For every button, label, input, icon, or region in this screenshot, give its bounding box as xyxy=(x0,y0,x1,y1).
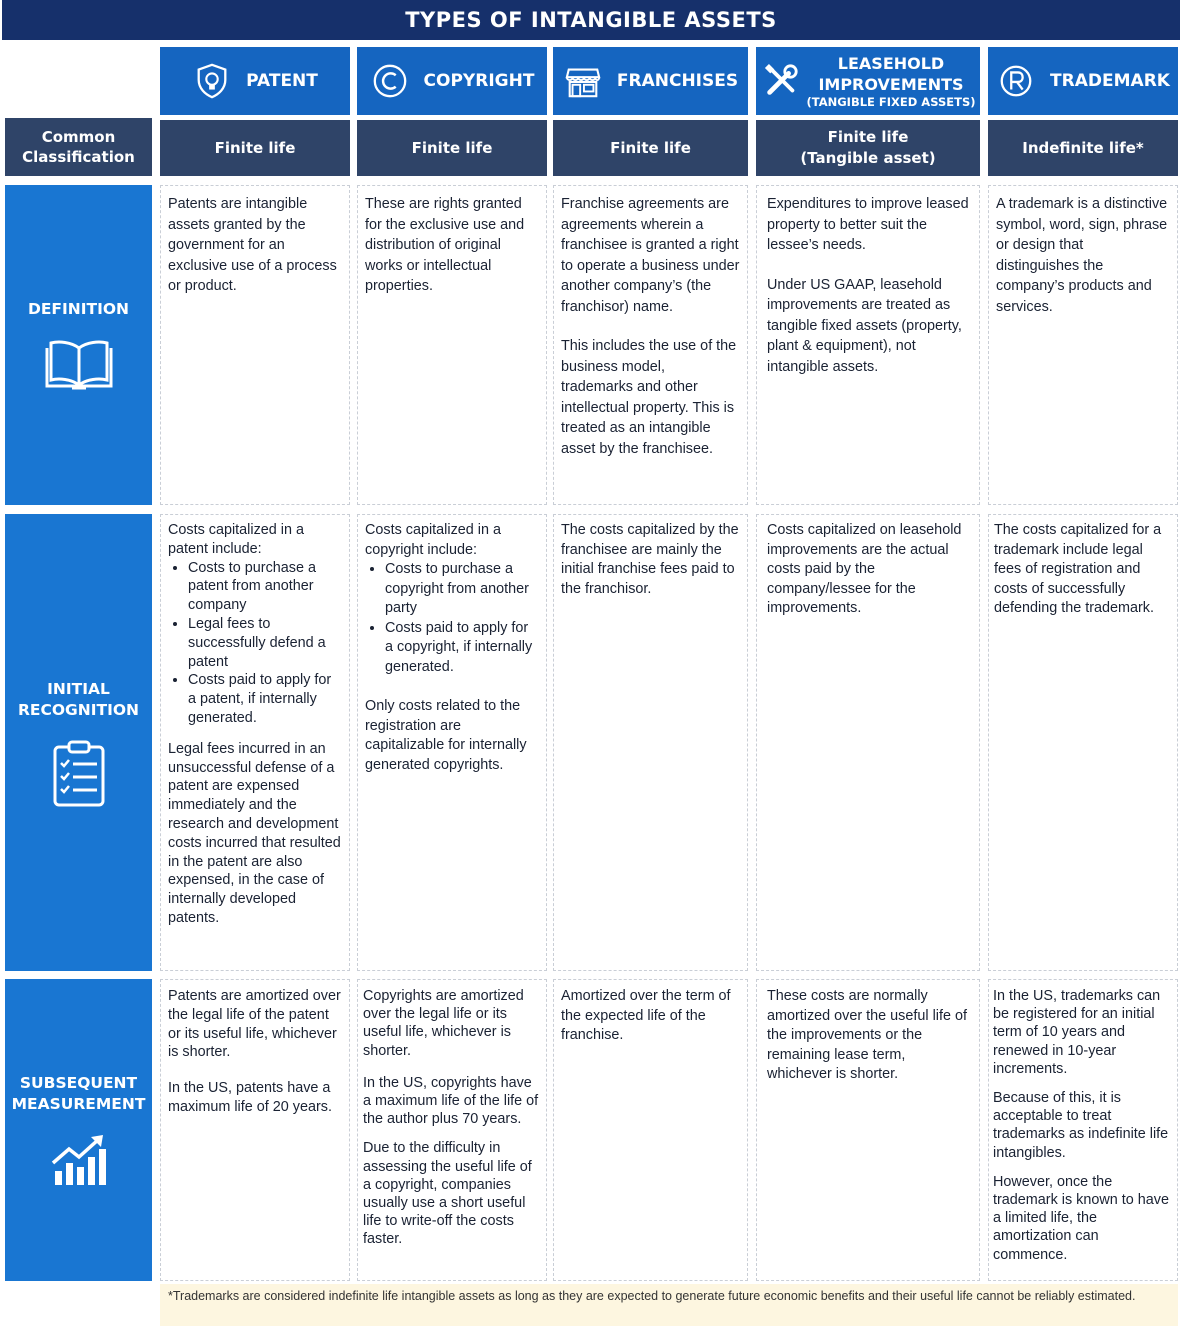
cell-definition-patent xyxy=(160,185,350,505)
cell-initial-leasehold xyxy=(756,514,980,971)
cell-subsequent-patent xyxy=(160,979,350,1281)
cell-definition-leasehold xyxy=(756,185,980,505)
row-label-subsequent-line2: MEASUREMENT xyxy=(11,1095,146,1113)
cell-definition-copyright xyxy=(357,185,547,505)
classification-franchises: Finite life xyxy=(553,120,748,176)
classification-copyright: Finite life xyxy=(357,120,547,176)
subsequent-trademark-p2: Because of this, it is acceptable to treat trademarks as indefinite life intangibles. xyxy=(993,1090,1169,1161)
classification-leasehold-line1: Finite life xyxy=(827,128,909,146)
subsequent-trademark-p1: In the US, trademarks can be registered for an initial term of 10 years and renewed in 10-year increments. xyxy=(993,988,1161,1077)
subsequent-patent-p1: Patents are amortized over the legal life of the patent or its useful life, whichever is shorter. xyxy=(168,988,341,1061)
initial-copyright-list xyxy=(365,560,539,677)
row-label-initial-line1: INITIAL xyxy=(47,679,110,698)
cell-definition-trademark xyxy=(988,185,1178,505)
column-title-trademark: TRADEMARK xyxy=(1050,71,1170,91)
initial-copyright-after: Only costs related to the registration are capitalizable for internally generated copyrights. xyxy=(365,698,527,773)
growth-chart-icon xyxy=(49,1133,109,1187)
subsequent-patent-p2: In the US, patents have a maximum life of 20 years. xyxy=(168,1080,332,1115)
initial-copyright-intro: Costs capitalized in a copyright include: xyxy=(365,522,501,558)
column-title-leasehold-sub: (TANGIBLE FIXED ASSETS) xyxy=(806,94,976,109)
subsequent-copyright-p2: In the US, copyrights have a maximum life of the life of the author plus 70 years. xyxy=(363,1074,539,1128)
column-header-copyright xyxy=(357,47,547,115)
tools-icon xyxy=(761,61,801,101)
cell-subsequent-leasehold xyxy=(756,979,980,1281)
open-book-icon xyxy=(45,338,113,392)
cell-subsequent-franchises xyxy=(553,979,748,1281)
definition-franchises-p1: Franchise agreements are agreements wherein a franchisee is granted a right to operate a business under another company’s (the franchisor) name. xyxy=(561,196,740,315)
initial-patent-after: Legal fees incurred in an unsuccessful defense of a patent are expensed immediately and the research and development costs incurred that resulted in the patent are also expensed, in the case of internally developed patents. xyxy=(168,740,341,926)
row-label-definition-text: DEFINITION xyxy=(27,299,130,318)
cell-initial-franchises xyxy=(553,514,748,971)
checklist-icon xyxy=(51,739,107,807)
initial-franchises-p1: The costs capitalized by the franchisee are mainly the initial franchise fees paid to the franchisor. xyxy=(561,522,739,597)
classification-leasehold-line2: (Tangible asset) xyxy=(800,149,936,167)
subsequent-leasehold-p1: These costs are normally amortized over the useful life of the improvements or the remaining lease term, whichever is shorter. xyxy=(767,988,967,1082)
storefront-icon xyxy=(563,61,603,101)
definition-trademark-p1: A trademark is a distinctive symbol, word, sign, phrase or design that distinguishes the company’s products and services. xyxy=(996,196,1168,315)
classification-patent: Finite life xyxy=(160,120,350,176)
classification-leasehold xyxy=(756,120,980,176)
list-item: • Costs paid to apply for a patent, if internally generated. xyxy=(188,671,342,727)
column-title-copyright: COPYRIGHT xyxy=(423,71,535,91)
subsequent-franchises-p1: Amortized over the term of the expected life of the franchise. xyxy=(561,988,731,1043)
subsequent-trademark-p3: However, once the trademark is known to have a limited life, the amortization can commence. xyxy=(993,1173,1169,1263)
cell-initial-patent xyxy=(160,514,350,971)
row-label-definition xyxy=(5,185,152,505)
cell-initial-copyright xyxy=(357,514,547,971)
list-item: • Legal fees to successfully defend a patent xyxy=(188,615,342,671)
initial-trademark-p1: The costs capitalized for a trademark include legal fees of registration and costs of successfully defending the trademark. xyxy=(994,522,1162,616)
list-item: • Costs to purchase a copyright from another party xyxy=(385,560,539,619)
subsequent-copyright-p3: Due to the difficulty in assessing the useful life of a copyright, companies usually use a short useful life to write-off the costs faster. xyxy=(363,1140,532,1248)
subsequent-copyright-p1: Copyrights are amortized over the legal life or its useful life, whichever is shorter. xyxy=(363,988,524,1059)
definition-leasehold-p2: Under US GAAP, leasehold improvements are treated as tangible fixed assets (property, plant & equipment), not intangible assets. xyxy=(767,276,962,375)
cell-initial-trademark xyxy=(988,514,1178,971)
classification-row-label xyxy=(5,118,152,176)
definition-leasehold-p1: Expenditures to improve leased property to better suit the lessee’s needs. xyxy=(767,196,969,253)
list-item: • Costs paid to apply for a copyright, if internally generated. xyxy=(385,619,539,678)
lightbulb-shield-icon xyxy=(192,61,232,101)
cell-subsequent-copyright xyxy=(357,979,547,1281)
classification-label-line2: Classification xyxy=(22,148,135,166)
column-header-leasehold xyxy=(756,47,980,115)
column-header-patent xyxy=(160,47,350,115)
row-label-subsequent-line1: SUBSEQUENT xyxy=(19,1074,138,1092)
initial-patent-list xyxy=(168,559,342,728)
cell-definition-franchises xyxy=(553,185,748,505)
definition-franchises-p2: This includes the use of the business model, trademarks and other intellectual property. This is treated as an intangible asset by the franchisee. xyxy=(561,338,737,457)
column-title-leasehold-line1: LEASEHOLD xyxy=(837,53,945,73)
initial-leasehold-p1: Costs capitalized on leasehold improvements are the actual costs paid by the company/lessee for the improvements. xyxy=(767,522,962,616)
column-header-trademark xyxy=(988,47,1178,115)
cell-subsequent-trademark xyxy=(988,979,1178,1281)
column-title-leasehold-line2: IMPROVEMENTS xyxy=(818,74,964,94)
column-title-franchises: FRANCHISES xyxy=(616,71,739,91)
column-header-franchises xyxy=(553,47,748,115)
initial-patent-intro: Costs capitalized in a patent include: xyxy=(168,522,304,557)
list-item: • Costs to purchase a patent from another company xyxy=(188,559,342,615)
classification-trademark: Indefinite life* xyxy=(988,120,1178,176)
row-label-subsequent-measurement xyxy=(5,979,152,1281)
copyright-icon xyxy=(370,61,410,101)
column-title-patent: PATENT xyxy=(246,71,318,91)
footnote: *Trademarks are considered indefinite life intangible assets as long as they are expected to generate future economic benefits and their useful life cannot be reliably estimated. xyxy=(160,1284,1178,1326)
row-label-initial-line2: RECOGNITION xyxy=(17,700,140,719)
classification-label-line1: Common xyxy=(41,128,116,146)
page-title: TYPES OF INTANGIBLE ASSETS xyxy=(2,0,1180,40)
definition-patent-p1: Patents are intangible assets granted by the government for an exclusive use of a process or product. xyxy=(168,196,337,294)
definition-copyright-p1: These are rights granted for the exclusive use and distribution of original works or intellectual properties. xyxy=(365,196,525,294)
row-label-initial-recognition xyxy=(5,514,152,971)
registered-icon xyxy=(996,61,1036,101)
